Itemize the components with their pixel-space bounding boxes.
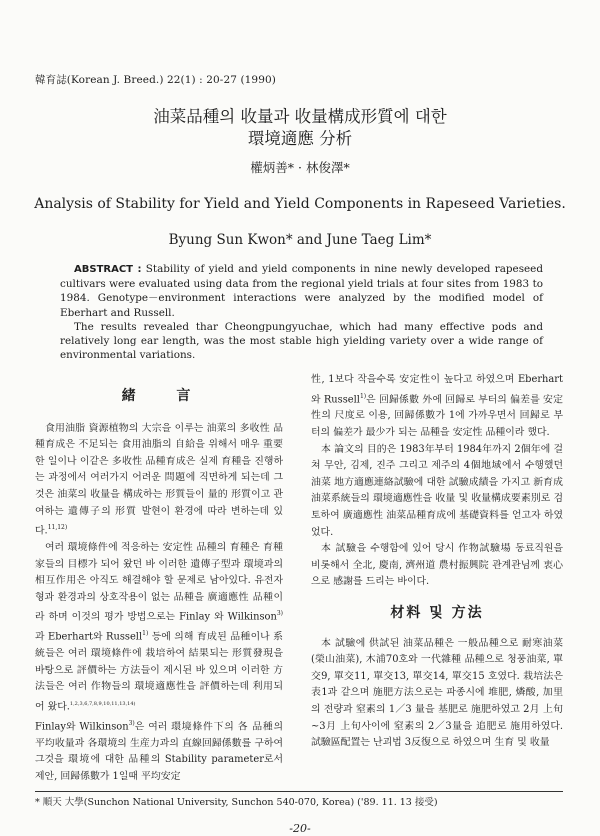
reference-mark: 3) bbox=[128, 719, 135, 727]
korean-title bbox=[0, 106, 600, 150]
intro-paragraph-1 bbox=[35, 421, 283, 540]
right-column bbox=[311, 372, 563, 752]
journal-citation: 韓育誌(Korean J. Breed.) 22(1) : 20-27 (1990) bbox=[35, 74, 276, 86]
korean-title-line-2: 環境適應 分析 bbox=[247, 129, 353, 148]
intro-text-2c: 등에 의해 育成된 品種이나 系統들은 여러 環境條件에 栽培하여 結果되는 形質發現을 바탕으로 評價하는 方法들이 제시된 바 있으며 이러한 方法들은 여러 作物들의 環境適應性을 評價하는데 利用되어 왔다. bbox=[35, 631, 283, 713]
intro-text-1: 食用油脂 資源植物의 大宗을 이루는 油菜의 多收性 品種育成은 不足되는 食用油脂의 自給을 위해서 매우 重要한 일이나 이같은 多收性 品種育成은 실제 育種을 진행하는 과정에서 여러가지 어려운 問題에 직면하게 되는데 그것은 油菜의 收量을 構成하는 形質들이 量的 形質이고 관여하는 遺傳子의 形質 발현이 환경에 따라 변하는데 있다. bbox=[35, 422, 283, 537]
right-paragraph-2: 本 論文의 目的은 1983年부터 1984年까지 2個年에 걸쳐 무안, 김제, 진주 그리고 제주의 4個地域에서 수행했던 油菜 地方適應連絡試驗에 대한 試驗成績을 가지고 新育成油菜系統들의 環境適應性을 收量 및 收量構成要素別로 검토하여 廣適應性 油菜品種育成에 基礎資料를 얻고자 하였었다. bbox=[311, 443, 563, 538]
reference-mark: 1) bbox=[142, 630, 149, 638]
abstract bbox=[60, 262, 543, 362]
reference-mark: 1) bbox=[359, 392, 367, 400]
intro-text-2b: 과 Eberhart와 Russell bbox=[35, 631, 143, 643]
right-paragraph-1 bbox=[311, 372, 563, 442]
korean-authors: 權炳善* · 林俊澤* bbox=[250, 160, 350, 175]
right-text-1b: 은 回歸係數 外에 回歸로 부터의 偏差를 安定性의 尺度로 이용, 回歸係數가 1에 가까우면서 回歸로 부터의 偏差가 最少가 되는 品種을 安定性 品種이라 했다. bbox=[311, 393, 563, 439]
intro-paragraph-3 bbox=[35, 716, 283, 786]
intro-text-3b: 은 여러 環境條件下의 各 品種의 平均收量과 各環境의 生産力과의 直線回歸係數를 구하여 그것을 環境에 대한 品種의 Stability parameter로서 제안, 回歸係數가 1일때 平均安定 bbox=[35, 721, 283, 782]
section-heading-introduction: 緒 言 bbox=[121, 388, 209, 404]
reference-mark: 11,12) bbox=[47, 524, 68, 532]
left-column bbox=[35, 372, 283, 786]
abstract-text-1: Stability of yield and yield components in nine newly developed rapeseed cultivars were evaluated using data from the regional yield trials at four sites from 1983 to 1984. Genotype－environment interactions were analyzed by the modified model of Eberhart and Russell. bbox=[60, 263, 543, 319]
intro-text-3a: Finlay와 Wilkinson bbox=[35, 721, 129, 733]
reference-mark: 1,2,3,6,7,8,9,10,11,13,14) bbox=[69, 700, 136, 707]
reference-mark: 3) bbox=[276, 610, 283, 618]
footnote: * 順天 大學(Sunchon National University, Sunchon 540-070, Korea) ('89. 11. 13 接受) bbox=[35, 797, 438, 808]
right-text-1a: 性, 1보다 작을수록 安定性이 높다고 하였으며 Eberhart와 Russell bbox=[311, 374, 563, 405]
abstract-label: ABSTRACT : bbox=[74, 264, 142, 275]
right-paragraph-4: 本 試驗에 供試된 油菜品種은 一般品種으로 耐寒油菜(榮山油菜), 木浦70호와 一代雜種 品種으로 청풍油菜, 單交9, 單交11, 單交13, 單交14, 單交15 호였다. 栽培法은 表1과 같으며 施肥方法으로는 파종시에 堆肥, 燐酸, 加里의 전량과 窒素의 1／3 量을 基肥로 施肥하였고 2月 上旬~3月 上旬사이에 窒素의 2／3量을 追肥로 施用하였다. 試驗區配置는 난괴법 3反復으로 하였으며 生育 및 收量 bbox=[311, 637, 563, 749]
intro-paragraph-2 bbox=[35, 540, 283, 716]
abstract-paragraph-1 bbox=[60, 262, 543, 320]
english-authors: Byung Sun Kwon* and June Taeg Lim* bbox=[168, 232, 432, 248]
right-paragraph-3: 本 試驗을 수행함에 있어 당시 作物試驗場 동료직원을 비롯해서 全北, 慶南, 濟州道 農村振興院 관계관님께 衷心으로 感謝를 드리는 바이다. bbox=[311, 543, 563, 588]
abstract-paragraph-2: The results revealed thar Cheongpungyuchae, which had many effective pods and relatively long ear length, was the most stable high yielding variety over a wide range of environmental variations. bbox=[60, 320, 543, 362]
korean-title-line-1: 油菜品種의 收量과 收量構成形質에 대한 bbox=[153, 107, 447, 126]
section-heading-materials-methods: 材料 및 方法 bbox=[390, 605, 484, 622]
english-title: Analysis of Stability for Yield and Yield Components in Rapeseed Varieties. bbox=[34, 196, 566, 212]
intro-text-2a: 여러 環境條件에 적응하는 安定性 品種의 育種은 育種家들의 目標가 되어 왔던 바 이러한 遺傳子型과 環境과의 相互作用은 아직도 해결해야 할 문제로 남아있다. 유전자형과 환경과의 상호작용이 없는 品種을 廣適應性 品種이라 하며 이것의 평가 방법으로는 Finlay 와 Wilkinson bbox=[35, 542, 283, 623]
page-number: -20- bbox=[289, 822, 311, 835]
footnote-divider bbox=[35, 791, 563, 792]
